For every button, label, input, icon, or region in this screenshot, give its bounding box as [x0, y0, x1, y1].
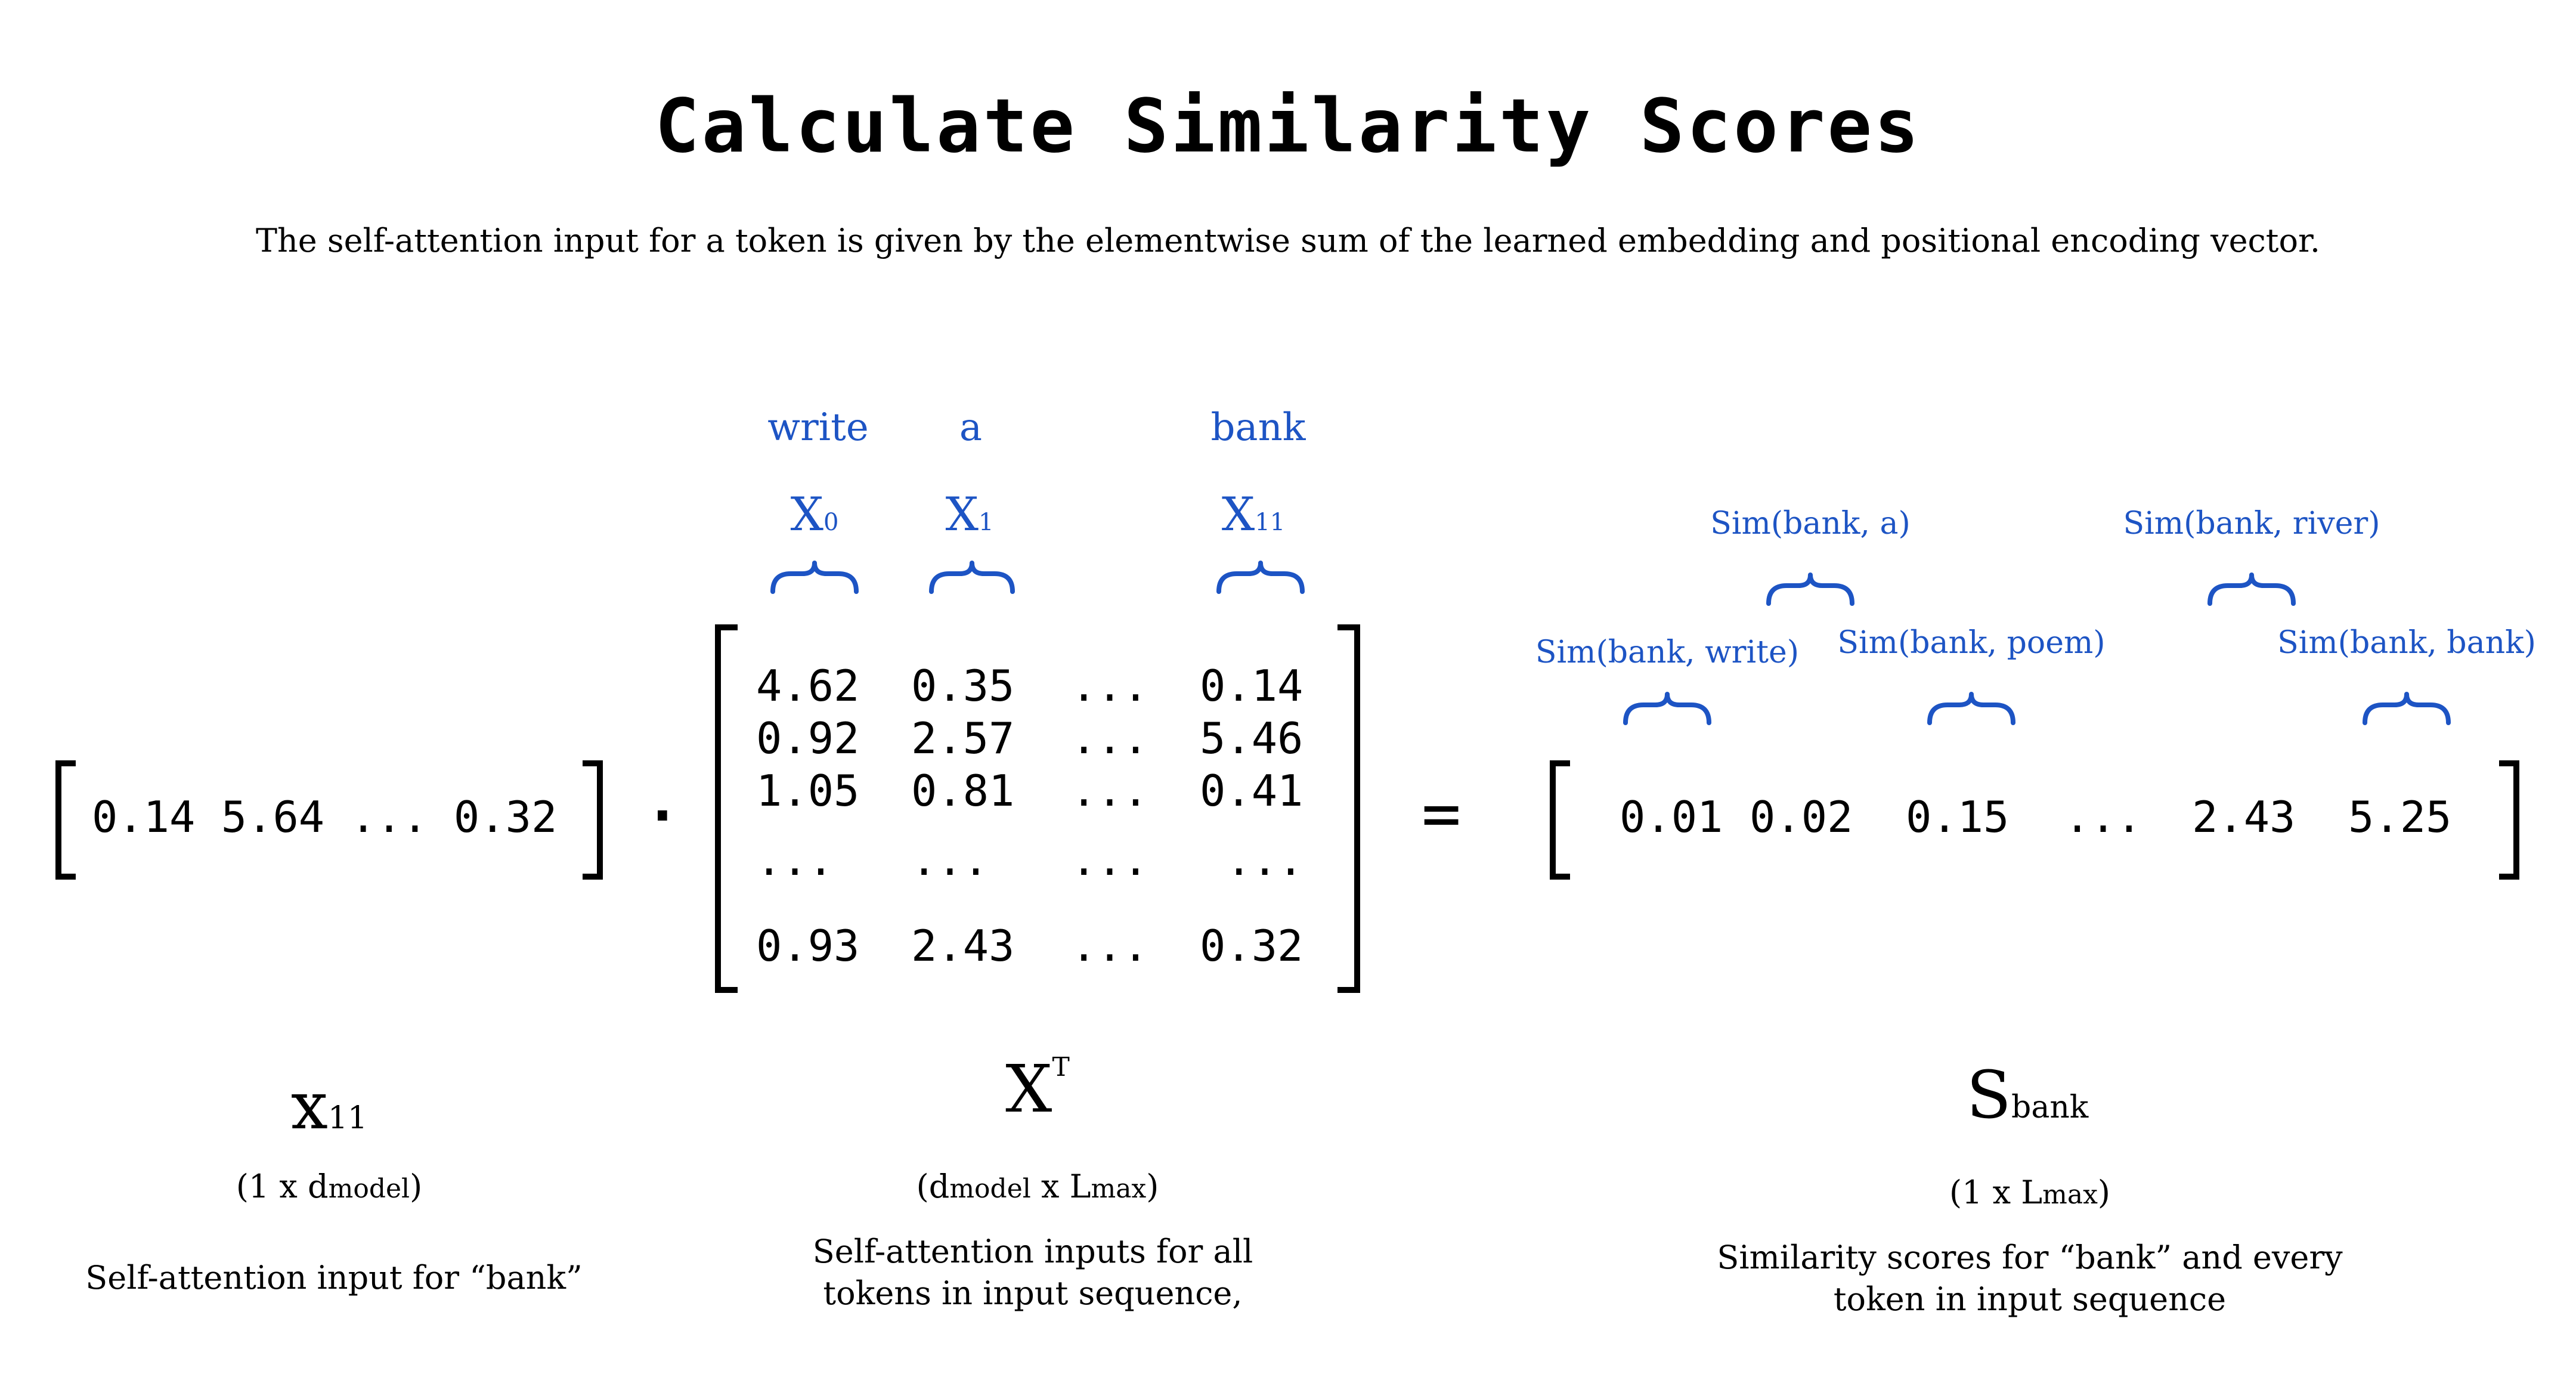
brace-column-x11	[1219, 563, 1302, 592]
brace-column-x1	[931, 563, 1013, 592]
dot-operator: ·	[645, 782, 680, 849]
vector-cell: ...	[350, 792, 428, 842]
matrix-cell: 1.05	[756, 766, 860, 816]
sim-label-poem: Sim(bank, poem)	[1837, 625, 2106, 661]
score-cell: 0.15	[1906, 792, 2010, 842]
page-subtitle: The self-attention input for a token is given by the elementwise sum of the learned embedding and positional encoding vector.	[255, 222, 2321, 259]
sim-label-river: Sim(bank, river)	[2123, 506, 2380, 541]
score-cell: ...	[2064, 792, 2142, 842]
sim-label-bank: Sim(bank, bank)	[2277, 625, 2536, 661]
symbol-sbank: Sbank	[1966, 1057, 2089, 1133]
token-var-x0: X0	[790, 488, 839, 541]
bracket-left-vector-x11	[58, 763, 73, 877]
bracket-right-scores	[2502, 763, 2516, 877]
matrix-cell: 0.93	[756, 921, 860, 971]
matrix-cell: 0.92	[756, 713, 860, 763]
dim-sbank: (1 x Lmax)	[1949, 1174, 2110, 1211]
matrix-cell: 0.32	[1200, 921, 1304, 971]
equals-operator: =	[1422, 775, 1462, 852]
matrix-cell: ...	[1071, 766, 1149, 816]
brace-sim-river	[2210, 575, 2293, 604]
matrix-cell: 0.81	[911, 766, 1015, 816]
matrix-cell: ...	[1071, 835, 1149, 885]
page-title: Calculate Similarity Scores	[655, 83, 1921, 169]
score-cell: 2.43	[2192, 792, 2296, 842]
vector-cell: 0.14	[92, 792, 196, 842]
bracket-right-vector-x11	[586, 763, 600, 877]
token-var-x1: X1	[945, 488, 994, 541]
vector-x11	[92, 792, 557, 842]
brace-column-x0	[773, 563, 856, 592]
brace-sim-a	[1769, 575, 1852, 604]
symbol-x11: x11	[290, 1067, 368, 1144]
token-word-bank: bank	[1210, 406, 1306, 450]
matrix-cell: ...	[1071, 661, 1149, 711]
matrix-cell: 0.41	[1200, 766, 1304, 816]
bracket-right-matrix	[1340, 627, 1357, 990]
brace-sim-poem	[1930, 694, 2013, 723]
matrix-cell: 0.35	[911, 661, 1015, 711]
matrix-cell: 4.62	[756, 661, 860, 711]
bracket-left-matrix	[718, 627, 735, 990]
dim-xt: (dmodel x Lmax)	[916, 1168, 1159, 1205]
brace-sim-write	[1626, 694, 1709, 723]
matrix-cell: ...	[911, 835, 989, 885]
dim-x11: (1 x dmodel)	[236, 1168, 423, 1205]
vector-cell: 0.32	[453, 792, 558, 842]
vector-cell: 5.64	[221, 792, 325, 842]
matrix-cell: 0.14	[1200, 661, 1304, 711]
token-word-write: write	[767, 406, 869, 450]
matrix-cell: ...	[756, 835, 834, 885]
desc-sbank	[1717, 1237, 2342, 1320]
bracket-left-scores	[1553, 763, 1567, 877]
matrix-cell: 5.46	[1200, 713, 1304, 763]
matrix-cell: ...	[1071, 921, 1149, 971]
desc-xt	[813, 1231, 1253, 1314]
matrix-cell: 2.43	[911, 921, 1015, 971]
symbol-xt: $X^T$	[1005, 1051, 1070, 1127]
desc-sbank-line1: Similarity scores for “bank” and every	[1717, 1239, 2343, 1276]
score-cell: 5.25	[2348, 792, 2452, 842]
matrix-cell: 2.57	[911, 713, 1015, 763]
desc-x11: Self-attention input for “bank”	[85, 1259, 583, 1296]
desc-xt-line2: tokens in input sequence,	[823, 1274, 1243, 1312]
desc-sbank-line2: token in input sequence	[1833, 1280, 2227, 1318]
score-cell: 0.02	[1750, 792, 1853, 842]
matrix-cell: ...	[1226, 835, 1304, 885]
sim-label-write: Sim(bank, write)	[1535, 635, 1800, 670]
desc-xt-line1: Self-attention inputs for all	[812, 1233, 1253, 1270]
matrix-cell: ...	[1071, 713, 1149, 763]
brace-sim-bank	[2365, 694, 2448, 723]
score-cell: 0.01	[1620, 792, 1723, 842]
sim-label-a: Sim(bank, a)	[1710, 506, 1911, 541]
token-var-x11: X11	[1221, 488, 1286, 541]
token-word-a: a	[959, 406, 983, 450]
